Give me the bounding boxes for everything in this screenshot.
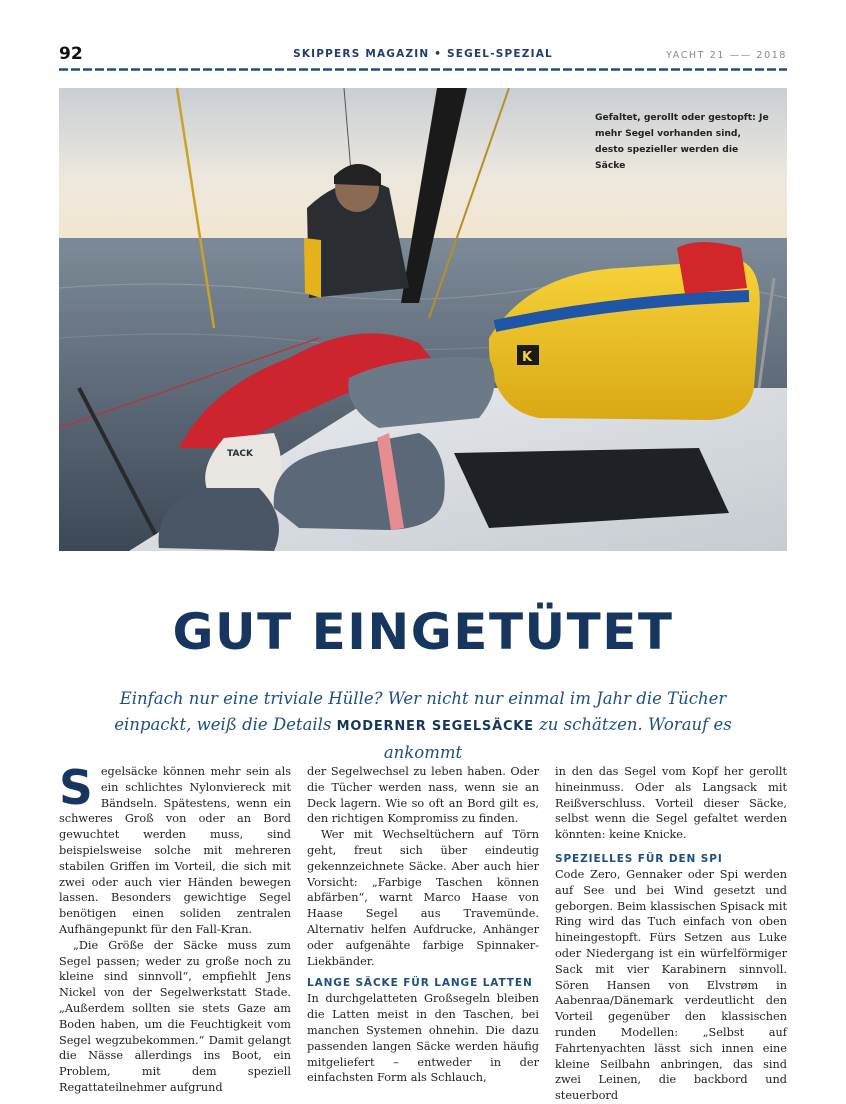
- subheading: SPEZIELLES FÜR DEN SPI: [555, 852, 723, 865]
- sail-tag: TACK: [227, 449, 253, 459]
- subheading: LANGE SÄCKE FÜR LANGE LATTEN: [307, 977, 533, 990]
- standfirst-emphasis: MODERNER SEGELSÄCKE: [336, 719, 534, 734]
- paragraph: „Die Größe der Säcke muss zum Segel passen; weder zu große noch zu kleine sind sinnvoll“, empfiehlt Jens Nickel von der Segelwerkstatt Stade. „Außerdem sollten sie stets Gaze am Boden haben, um die Feuchtigkeit vom Segel wegzubekommen.“ Damit gelangt die Nässe allerdings ins Boot, ein Problem, mit dem speziell Regattateilnehmer aufgrund: [59, 938, 291, 1094]
- standfirst-text-b: zu schätzen. Worauf es ankommt: [383, 715, 732, 762]
- magazine-title: SKIPPERS MAGAZIN • SEGEL-SPEZIAL: [293, 48, 553, 60]
- article-title: GUT EINGETÜTET: [172, 603, 674, 661]
- drop-cap: S: [59, 761, 93, 816]
- column-2: [307, 764, 539, 1086]
- page-header: [59, 44, 787, 68]
- photo-caption: Gefaltet, gerollt oder gestopft: Je mehr Segel vorhanden sind, desto spezieller werden die Säcke: [595, 112, 769, 171]
- column-1: [59, 761, 291, 1096]
- bag-logo: K: [522, 350, 533, 365]
- paragraph: der Segelwechsel zu leben haben. Oder die Tücher werden nass, wenn sie an Deck lagern. Wie so oft an Bord gilt es, den richtigen Kompromiss zu finden.: [307, 765, 539, 826]
- paragraph: Code Zero, Gennaker oder Spi werden auf See und bei Wind gesetzt und geborgen. Beim klassischen Spisack mit Ring wird das Tuch einfach von oben hineingestopft. Fürs Setzen aus Luke oder Niedergang ist ein würfelförmiger Sack mit vier Karabinern sinnvoll. Sören Hansen von Elvstrøm in Aabenraa/Dänemark verdeutlicht den Vorteil gegenüber den klassischen runden Modellen: „Selbst auf Fahrtenyachten lässt sich innen eine kleine Seilbahn anbringen, das sind zwei Leinen, die backbord und steuerbord: [555, 867, 787, 1103]
- standfirst-text-a: Einfach nur eine triviale Hülle? Wer nicht nur einmal im Jahr die Tücher einpackt, weiß die Details: [114, 689, 727, 734]
- paragraph: in den das Segel vom Kopf her gerollt hineinmuss. Oder als Langsack mit Reißverschluss. Vorteil dieser Säcke, selbst wenn die Segel gefaltet werden könnten: keine Knicke.: [555, 765, 787, 842]
- paragraph: Wer mit Wechseltüchern auf Törn geht, freut sich über eindeutig gekennzeichnete Säcke. Aber auch hier Vorsicht: „Farbige Taschen können abfärben“, warnt Marco Haase von Haase Segel aus Travemünde. Alternativ helfen Aufdrucke, Anhänger oder aufgenähte farbige Spinnaker-Liekbänder.: [307, 828, 539, 968]
- paragraph: In durchgelatteten Großsegeln bleiben die Latten meist in den Taschen, bei manchen Systemen ohnehin. Die dazu passenden langen Säcke werden häufig mitgeliefert – entweder in der einfachsten Form als Schlauch,: [307, 992, 539, 1085]
- column-3: [555, 764, 787, 1104]
- paragraph: egelsäcke können mehr sein als ein schlichtes Nylonviereck mit Bändseln. Spätestens, wenn ein schweres Groß von oder an Bord gewuchtet werden muss, sind beispielsweise solche mit mehreren stabilen Griffen im Vorteil, die sich mit zwei oder auch vier Händen bewegen lassen. Besonders gewichtige Segel benötigen einen soliden zentralen Aufhängepunkt für den Fall-Kran.: [59, 765, 291, 936]
- standfirst: [80, 686, 766, 766]
- header-divider: [59, 68, 787, 71]
- issue-label: YACHT 21 —— 2018: [666, 50, 787, 61]
- page-number: 92: [59, 44, 83, 64]
